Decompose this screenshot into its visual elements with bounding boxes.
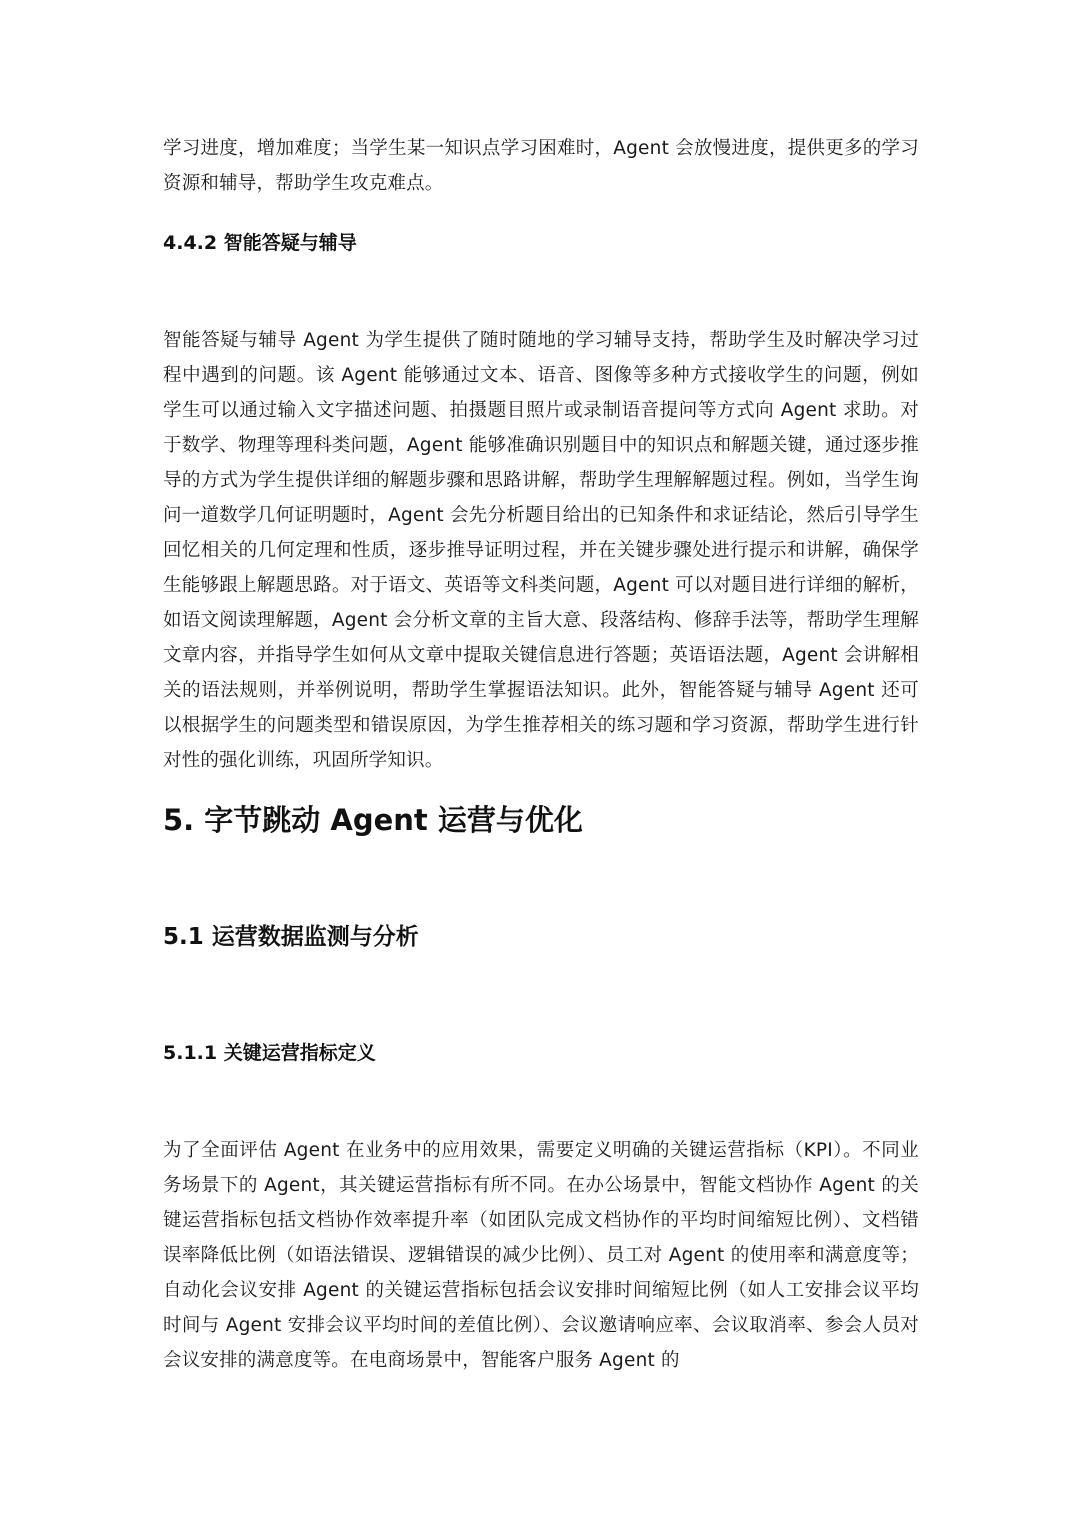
paragraph-kpi-definition: 为了全面评估 Agent 在业务中的应用效果，需要定义明确的关键运营指标（KPI）。不同业务场景下的 Agent，其关键运营指标有所不同。在办公场景中，智能文档协作 Agent 的关键运营指标包括文档协作效率提升率（如团队完成文档协作的平均时间缩短比例）、文档错误率降低比例（如语法错误、逻辑错误的减少比例）、员工对 Agent 的使用率和满意度等；自动化会议安排 Agent 的关键运营指标包括会议安排时间缩短比例（如人工安排会议平均时间与 Agent 安排会议平均时间的差值比例）、会议邀请响应率、会议取消率、参会人员对会议安排的满意度等。在电商场景中，智能客户服务 Agent 的 [163,1140,919,1371]
section-heading-5-1: 5.1 运营数据监测与分析 [163,924,419,950]
paragraph-continuation: 学习进度，增加难度；当学生某一知识点学习困难时，Agent 会放慢进度，提供更多的学习资源和辅导，帮助学生攻克难点。 [163,138,919,194]
chapter-heading-5: 5. 字节跳动 Agent 运营与优化 [163,803,583,837]
paragraph-intelligent-tutoring: 智能答疑与辅导 Agent 为学生提供了随时随地的学习辅导支持，帮助学生及时解决学习过程中遇到的问题。该 Agent 能够通过文本、语音、图像等多种方式接收学生的问题，例如学生可以通过输入文字描述问题、拍摄题目照片或录制语音提问等方式向 Agent 求助。对于数学、物理等理科类问题，Agent 能够准确识别题目中的知识点和解题关键，通过逐步推导的方式为学生提供详细的解题步骤和思路讲解，帮助学生理解解题过程。例如，当学生询问一道数学几何证明题时，Agent 会先分析题目给出的已知条件和求证结论，然后引导学生回忆相关的几何定理和性质，逐步推导证明过程，并在关键步骤处进行提示和讲解，确保学生能够跟上解题思路。对于语文、英语等文科类问题，Agent 可以对题目进行详细的解析，如语文阅读理解题，Agent 会分析文章的主旨大意、段落结构、修辞手法等，帮助学生理解文章内容，并指导学生如何从文章中提取关键信息进行答题；英语语法题，Agent 会讲解相关的语法规则，并举例说明，帮助学生掌握语法知识。此外，智能答疑与辅导 Agent 还可以根据学生的问题类型和错误原因，为学生推荐相关的练习题和学习资源，帮助学生进行针对性的强化训练，巩固所学知识。 [163,330,919,771]
section-heading-4-4-2: 4.4.2 智能答疑与辅导 [163,232,357,254]
section-heading-5-1-1: 5.1.1 关键运营指标定义 [163,1042,376,1064]
